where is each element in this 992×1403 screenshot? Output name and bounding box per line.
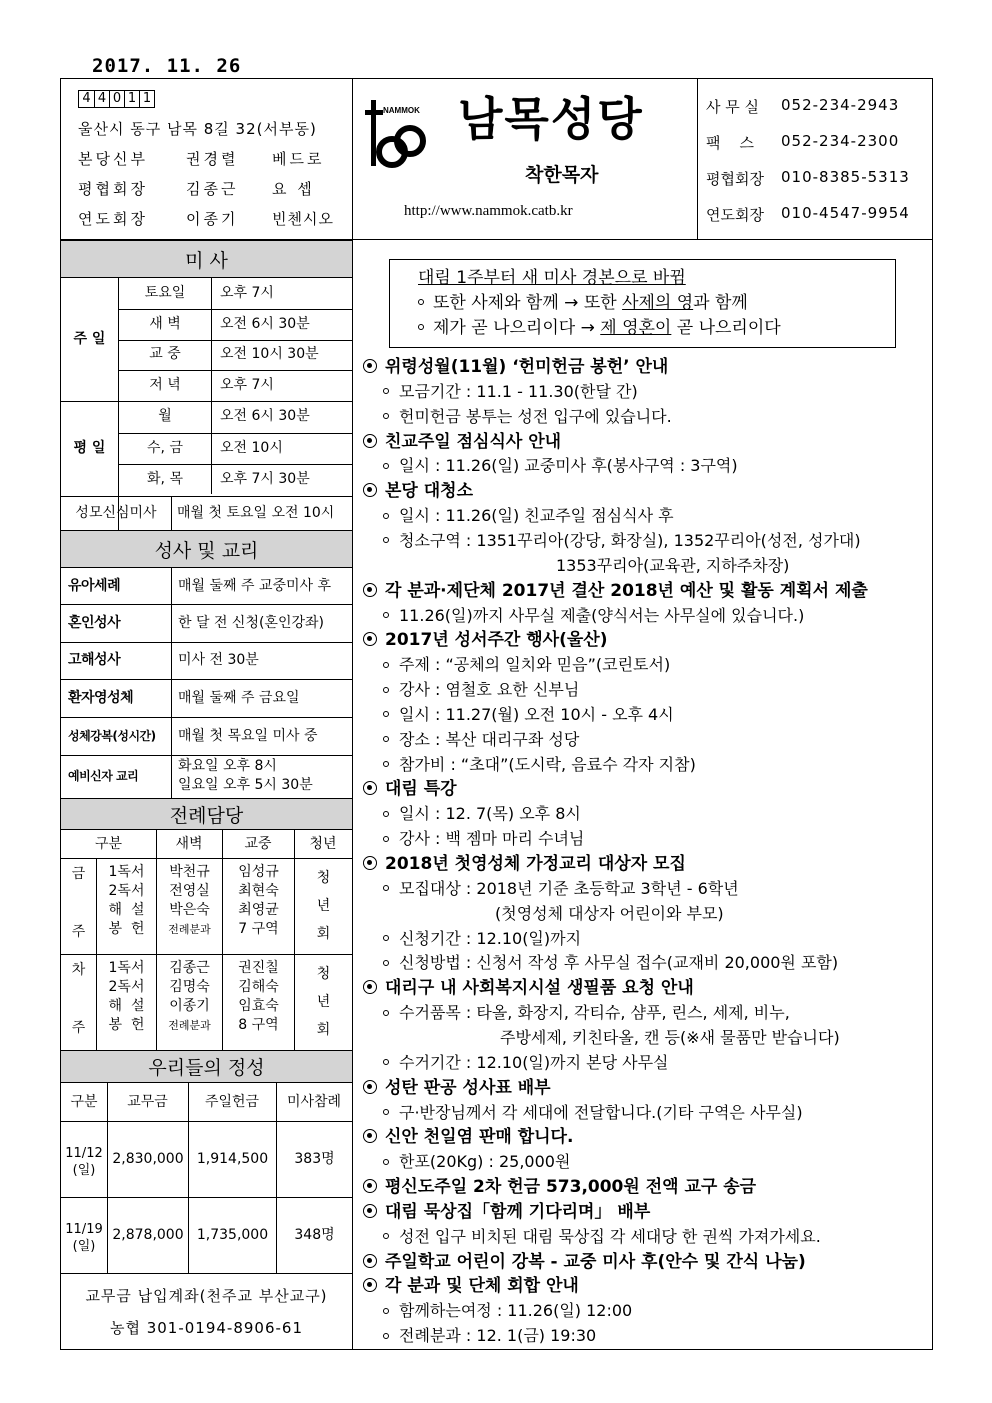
liturgy-youth: 청 — [316, 965, 331, 982]
liturgy-week-label: 주 — [71, 1019, 86, 1036]
parish-url[interactable]: http://www.nammok.catb.kr — [404, 203, 573, 219]
offerings-col-header: 구분 — [70, 1093, 98, 1110]
parish-logo — [365, 96, 427, 171]
news-item — [363, 705, 674, 725]
offering-attendance: 383명 — [294, 1150, 335, 1167]
liturgy-main: 권진칠 — [238, 960, 279, 976]
offerings-title: 우리들의 정성 — [148, 1057, 265, 1079]
news-item-text: 장소 : 복산 대리구좌 성당 — [399, 729, 580, 749]
offering-collection: 1,735,000 — [196, 1226, 269, 1243]
mass-when: 새 벽 — [149, 315, 181, 332]
liturgy-week-label: 주 — [71, 923, 86, 940]
news-item — [363, 1053, 669, 1073]
offering-collection: 1,914,500 — [196, 1150, 269, 1167]
mass-time: 오전 10시 — [220, 439, 283, 456]
weekday-label: 평 일 — [73, 439, 106, 456]
news-heading-text: 친교주일 점심식사 안내 — [385, 431, 562, 452]
liturgy-col-header: 청년 — [309, 835, 337, 852]
news-item-text: 일시 : 11.26(일) 교중미사 후(봉사구역 : 3구역) — [399, 456, 738, 476]
bullet-circle-icon — [363, 980, 377, 994]
contact-number: 010-8385-5313 — [781, 168, 910, 186]
bullet-icon — [383, 463, 389, 469]
sacraments-title: 성사 및 교리 — [154, 539, 259, 562]
bullet-circle-icon — [363, 632, 377, 646]
news-heading — [363, 357, 668, 377]
bullet-icon — [383, 1059, 389, 1065]
news-heading-text: 각 분과 및 단체 회합 안내 — [385, 1276, 579, 1297]
liturgy-dawn: 전영실 — [169, 883, 210, 899]
liturgy-youth: 회 — [316, 1021, 331, 1038]
contact-label: 연도회장 — [706, 206, 764, 224]
notice-line-2a: 제가 곧 나으리이다 → — [433, 318, 601, 338]
logo-text: NAMMOK — [383, 106, 420, 115]
offerings-col-header: 교무금 — [127, 1093, 168, 1110]
liturgy-rule — [61, 954, 352, 955]
news-item-text: 전례분과 : 12. 1(금) 19:30 — [399, 1326, 597, 1346]
news-heading-text: 주일학교 어린이 강복 - 교중 미사 후(안수 및 간식 나눔) — [385, 1251, 806, 1272]
bullet-icon — [383, 513, 389, 519]
news-item-text: 성전 입구 비치된 대림 묵상집 각 세대당 한 권씩 가져가세요. — [399, 1226, 821, 1246]
liturgy-dawn: 박은숙 — [169, 902, 210, 918]
parish-address: 울산시 동구 남목 8길 32(서부동) — [78, 120, 317, 138]
news-item — [363, 1301, 632, 1321]
postcode-box — [78, 90, 155, 108]
news-item — [363, 382, 638, 402]
sacrament-value: 매월 첫 목요일 미사 중 — [178, 727, 318, 744]
liturgy-youth: 청 — [316, 869, 331, 886]
news-item — [363, 407, 672, 427]
news-item-text: 구·반장님께서 각 세대에 전달합니다.(기타 구역은 사무실) — [399, 1102, 803, 1122]
notice-line-2b: 곧 나으리이다 — [671, 318, 781, 338]
liturgy-main: 최현숙 — [238, 883, 279, 899]
offering-date — [61, 1145, 107, 1179]
liturgy-main: 7 구역 — [238, 921, 279, 937]
contact-number: 052-234-2943 — [781, 96, 900, 114]
sacrament-value: 미사 전 30분 — [178, 652, 259, 668]
sacraments-header — [61, 530, 352, 568]
offerings-rule — [61, 1273, 352, 1274]
bullet-icon — [418, 324, 424, 330]
bullet-icon — [418, 299, 424, 305]
notice-line-1u: 사제의 영 — [622, 293, 694, 313]
liturgy-dawn: 김명숙 — [169, 979, 210, 995]
news-heading-text: 각 분과·제단체 2017년 결산 2018년 예산 및 활동 계획서 제출 — [385, 580, 868, 601]
header-person-name: 김종근 — [186, 180, 239, 198]
news-item-text: 수거품목 : 타올, 화장지, 각티슈, 샴푸, 린스, 세제, 비누, — [399, 1003, 790, 1023]
liturgy-role: 2독서 — [108, 883, 145, 899]
offerings-col-header: 미사참례 — [286, 1093, 342, 1110]
news-item-text: 신청기간 : 12.10(일)까지 — [399, 928, 582, 948]
column-divider — [352, 78, 353, 1350]
bullet-icon — [383, 1109, 389, 1115]
news-item-text: 모집대상 : 2018년 기준 초등학교 3학년 - 6학년 — [399, 878, 739, 898]
contact-number: 052-234-2300 — [781, 132, 900, 150]
mass-when: 저 녁 — [149, 377, 181, 394]
news-item — [363, 1003, 790, 1023]
sacrament-value: 한 달 전 신청(혼인강좌) — [178, 614, 324, 631]
bullet-icon — [383, 1308, 389, 1314]
header-person-name: 이종기 — [186, 210, 239, 228]
header-baptismal-name: 베드로 — [272, 150, 325, 168]
parish-name: 남목성당 — [458, 92, 644, 146]
sacrament-value: 매월 둘째 주 금요일 — [178, 689, 300, 706]
bulletin-date: 2017. 11. 26 — [92, 55, 242, 77]
bullet-circle-icon — [363, 359, 377, 373]
news-item — [363, 506, 674, 526]
news-item-text: 한포(20Kg) : 25,000원 — [399, 1152, 571, 1172]
notice-line-1a: 또한 사제와 함께 → 또한 — [433, 293, 623, 313]
mass-time: 오후 7시 — [220, 377, 274, 394]
news-item-text: 일시 : 11.26(일) 친교주일 점심식사 후 — [399, 506, 674, 526]
news-item — [363, 929, 581, 949]
header-role: 본당신부 — [78, 150, 148, 168]
bullet-icon — [383, 1233, 389, 1239]
liturgy-week-label: 금 — [71, 865, 86, 882]
bullet-icon — [383, 836, 389, 842]
mass-time: 오전 6시 30분 — [220, 408, 310, 425]
sacrament-value-line: 화요일 오후 8시 — [178, 758, 277, 774]
bullet-circle-icon — [363, 856, 377, 870]
bullet-icon — [383, 612, 389, 618]
bullet-icon — [383, 960, 389, 966]
news-heading-text: 신안 천일염 판매 합니다. — [385, 1127, 574, 1148]
news-item-text: 모금기간 : 11.1 - 11.30(한달 간) — [399, 381, 638, 401]
bullet-icon — [383, 1010, 389, 1016]
liturgy-role: 해 설 — [108, 998, 145, 1014]
bullet-icon — [383, 537, 389, 543]
news-heading-text: 2017년 성서주간 행사(울산) — [385, 630, 608, 651]
bullet-icon — [383, 736, 389, 742]
news-item-continued: 주방세제, 키친타올, 캔 등(※새 물품만 받습니다) — [500, 1027, 840, 1047]
news-item-continued: (첫영성체 대상자 어린이와 부모) — [495, 903, 724, 923]
postcode-digit: 0 — [109, 91, 124, 107]
offering-dues: 2,830,000 — [112, 1150, 184, 1167]
news-item — [363, 1326, 596, 1346]
account-label: 교무금 납입계좌(천주교 부산교구) — [85, 1287, 328, 1305]
bullet-icon — [383, 687, 389, 693]
news-item-text: 참가비 : “초대”(도시락, 음료수 각자 지참) — [399, 754, 696, 774]
bullet-circle-icon — [363, 1179, 377, 1193]
notice-line-2 — [418, 318, 781, 338]
news-item — [363, 953, 838, 973]
news-heading — [363, 1202, 650, 1222]
mass-title: 미 사 — [185, 249, 228, 272]
header-person-name: 권경렬 — [186, 150, 239, 168]
bullet-icon — [383, 1159, 389, 1165]
news-item — [363, 879, 739, 899]
notice-line-1b: 과 함께 — [693, 293, 748, 313]
sacrament-label: 혼인성사 — [68, 614, 121, 631]
liturgy-dawn: 이종기 — [169, 998, 210, 1014]
news-item-text: 주제 : “공체의 일치와 믿음”(코린토서) — [399, 655, 671, 675]
liturgy-header — [61, 798, 352, 830]
liturgy-youth: 회 — [316, 925, 331, 942]
liturgy-rule — [61, 858, 352, 859]
mass-time: 오전 6시 30분 — [220, 315, 310, 332]
news-heading-text: 위령성월(11월) ‘헌미헌금 봉헌’ 안내 — [385, 357, 669, 377]
bullet-circle-icon — [363, 1080, 377, 1094]
offering-date-text: 11/12 — [65, 1146, 103, 1161]
bullet-icon — [383, 388, 389, 394]
news-heading-text: 평신도주일 2차 헌금 573,000원 전액 교구 송금 — [385, 1177, 757, 1198]
news-heading-text: 대림 특강 — [385, 779, 457, 800]
liturgy-dawn: 김종근 — [169, 960, 210, 976]
news-item — [363, 1152, 570, 1172]
offering-dues: 2,878,000 — [112, 1226, 184, 1243]
news-item-continued: 1353꾸리아(교육관, 지하주차장) — [556, 555, 790, 575]
news-item — [363, 804, 581, 824]
notice-title-text: 대림 1주부터 새 미사 경본으로 바뀜 — [418, 268, 686, 288]
news-item-text: 함께하는여정 : 11.26(일) 12:00 — [399, 1301, 633, 1321]
mass-when: 교 중 — [149, 346, 181, 363]
bullet-circle-icon — [363, 781, 377, 795]
liturgy-main: 8 구역 — [238, 1017, 279, 1033]
news-heading-text: 2018년 첫영성체 가정교리 대상자 모집 — [385, 854, 686, 874]
bullet-circle-icon — [363, 1278, 377, 1292]
sacrament-value — [178, 757, 350, 800]
liturgy-col-header: 교중 — [244, 835, 272, 852]
bullet-icon — [383, 885, 389, 891]
bullet-icon — [383, 711, 389, 717]
contact-label: 사 무 실 — [706, 98, 760, 116]
sunday-label: 주 일 — [73, 331, 106, 348]
header-baptismal-name: 요 셉 — [272, 180, 315, 198]
notice-line-1 — [418, 293, 748, 313]
news-item-text: 강사 : 염철호 요한 신부님 — [399, 680, 580, 700]
news-item-text: 일시 : 12. 7(목) 오후 8시 — [399, 804, 581, 824]
header-baptismal-name: 빈첸시오 — [272, 210, 334, 228]
news-heading — [363, 581, 868, 601]
sacrament-label: 성체강복(성시간) — [68, 728, 156, 743]
postcode-digit: 1 — [139, 91, 154, 107]
mass-when: 수, 금 — [147, 439, 183, 456]
bullet-circle-icon — [363, 1254, 377, 1268]
news-item — [363, 730, 579, 750]
bullet-icon — [383, 413, 389, 419]
bullet-circle-icon — [363, 1129, 377, 1143]
bullet-icon — [383, 811, 389, 817]
news-heading — [363, 978, 694, 998]
news-item — [363, 655, 670, 675]
news-heading — [363, 1252, 806, 1272]
special-mass-label: 성모신심미사 — [75, 505, 157, 522]
header-role: 연도회장 — [78, 210, 148, 228]
sacrament-label: 유아세례 — [68, 577, 121, 594]
liturgy-main: 임효숙 — [238, 998, 279, 1014]
news-heading-text: 대림 묵상집「함께 기다리며」 배부 — [385, 1201, 651, 1222]
sacrament-value: 매월 둘째 주 교중미사 후 — [178, 577, 332, 594]
postcode-digit: 4 — [94, 91, 109, 107]
sacrament-label: 예비신자 교리 — [68, 769, 139, 783]
notice-box — [389, 259, 896, 348]
liturgy-role: 해 설 — [108, 902, 145, 918]
news-heading-text: 대리구 내 사회복지시설 생필품 요청 안내 — [385, 978, 694, 999]
mass-rule — [171, 496, 172, 532]
news-heading — [363, 854, 686, 874]
mass-time: 오후 7시 30분 — [220, 471, 310, 488]
liturgy-col-header: 구분 — [94, 835, 123, 852]
liturgy-role: 1독서 — [108, 960, 145, 976]
news-heading — [363, 1276, 579, 1296]
news-item-text: 신청방법 : 신청서 작성 후 사무실 접수(교재비 20,000원 포함) — [399, 953, 839, 973]
mass-when: 화, 목 — [147, 471, 183, 488]
notice-line-2u: 제 영혼이 — [600, 318, 672, 338]
bullet-icon — [383, 662, 389, 668]
contact-number: 010-4547-9954 — [781, 204, 910, 222]
bullet-circle-icon — [363, 483, 377, 497]
liturgy-col-header: 새벽 — [175, 835, 203, 852]
bullet-icon — [383, 935, 389, 941]
postcode-digit: 4 — [82, 91, 91, 106]
postcode-digit: 1 — [124, 91, 139, 107]
news-heading-text: 본당 대청소 — [385, 481, 474, 502]
liturgy-role: 1독서 — [108, 864, 145, 880]
postcode — [79, 91, 154, 107]
news-item-text: 강사 : 백 젬마 마리 수녀님 — [399, 829, 585, 849]
liturgy-youth: 년 — [316, 897, 331, 914]
news-item-text: 수거기간 : 12.10(일)까지 본당 사무실 — [399, 1052, 669, 1072]
news-item — [363, 1227, 821, 1247]
liturgy-dawn: 전례분과 — [168, 923, 211, 936]
sacrament-label: 고해성사 — [68, 652, 121, 668]
liturgy-dawn: 전례분과 — [168, 1019, 211, 1032]
news-heading — [363, 481, 473, 501]
sacrament-label: 환자영성체 — [68, 689, 134, 706]
offering-day-text: (일) — [72, 1163, 96, 1178]
bullet-icon — [383, 761, 389, 767]
liturgy-main: 임성규 — [238, 864, 279, 880]
news-item — [363, 755, 696, 775]
mass-rule — [211, 278, 212, 494]
mass-time: 오전 10시 30분 — [220, 346, 319, 363]
offering-date — [61, 1221, 107, 1255]
news-heading — [363, 779, 457, 799]
sacrament-value-line: 일요일 오후 5시 30분 — [178, 777, 313, 793]
bullet-circle-icon — [363, 434, 377, 448]
liturgy-role: 2독서 — [108, 979, 145, 995]
news-heading — [363, 630, 608, 650]
news-heading — [363, 1127, 573, 1147]
offering-attendance: 348명 — [294, 1226, 335, 1243]
mass-header — [61, 240, 352, 278]
contact-label: 팩 스 — [706, 134, 755, 152]
liturgy-role: 봉 헌 — [108, 1017, 145, 1033]
news-item-text: 일시 : 11.27(월) 오전 10시 - 오후 4시 — [399, 704, 674, 724]
mass-time: 오후 7시 — [220, 284, 274, 301]
news-item — [363, 1103, 803, 1123]
bullet-icon — [383, 1333, 389, 1339]
news-item-text: 청소구역 : 1351꾸리아(강당, 화장실), 1352꾸리아(성전, 성가대) — [399, 530, 861, 550]
header-role: 평협회장 — [78, 180, 148, 198]
offering-day-text: (일) — [72, 1239, 96, 1254]
mass-when: 월 — [158, 408, 172, 425]
offerings-header — [61, 1050, 352, 1083]
news-item — [363, 531, 861, 551]
news-item — [363, 829, 584, 849]
liturgy-dawn: 박천규 — [169, 864, 210, 880]
news-item-text: 헌미헌금 봉투는 성전 입구에 있습니다. — [399, 406, 672, 426]
news-heading — [363, 1177, 756, 1197]
liturgy-main: 김해숙 — [238, 979, 279, 995]
liturgy-title: 전례담당 — [169, 804, 244, 827]
notice-title — [418, 268, 686, 288]
news-item-text: 11.26(일)까지 사무실 제출(양식서는 사무실에 있습니다.) — [399, 605, 805, 625]
news-item — [363, 680, 579, 700]
news-heading — [363, 432, 561, 452]
news-heading-text: 성탄 판공 성사표 배부 — [385, 1077, 551, 1098]
special-mass-value: 매월 첫 토요일 오전 10시 — [177, 505, 335, 522]
news-item — [363, 456, 738, 476]
bullet-circle-icon — [363, 583, 377, 597]
mass-when: 토요일 — [144, 284, 186, 301]
contact-label: 평협회장 — [706, 170, 764, 188]
account-number: 농협 301-0194-8906-61 — [109, 1319, 304, 1337]
liturgy-main: 최영균 — [238, 902, 279, 918]
liturgy-youth: 년 — [316, 993, 331, 1010]
news-item — [363, 606, 804, 626]
offering-date-text: 11/19 — [65, 1222, 103, 1237]
liturgy-week-label: 차 — [71, 961, 86, 978]
offerings-col-header: 주일헌금 — [204, 1093, 260, 1110]
sacrament-rule — [171, 568, 172, 798]
bullet-circle-icon — [363, 1204, 377, 1218]
bulletin-subtitle: 착한목자 — [525, 164, 599, 186]
liturgy-role: 봉 헌 — [108, 921, 145, 937]
news-heading — [363, 1078, 551, 1098]
contact-divider — [697, 78, 698, 239]
